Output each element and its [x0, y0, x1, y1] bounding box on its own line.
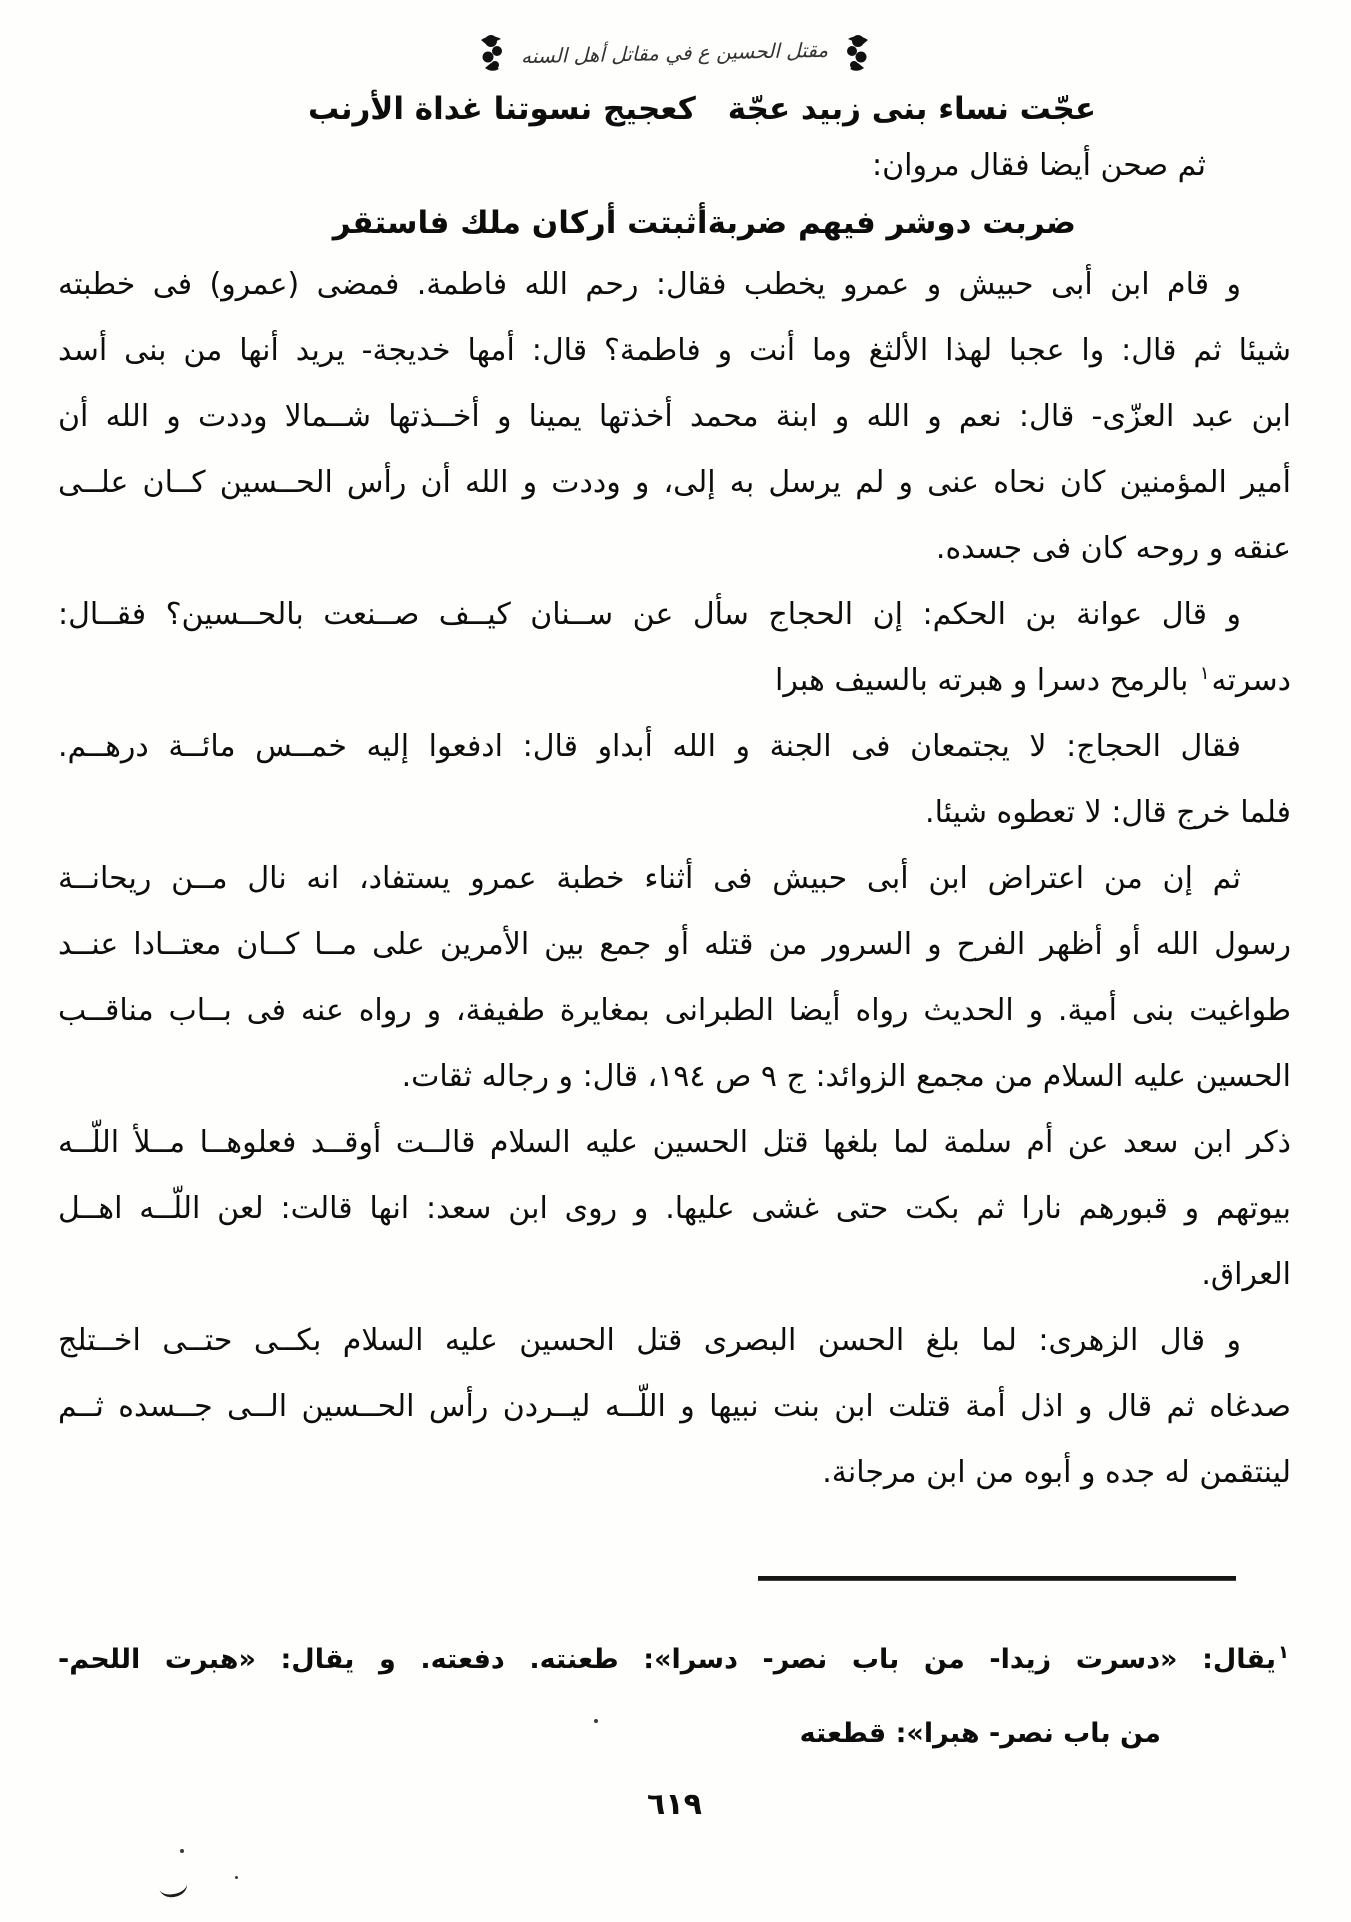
body-line: طواغيت بنى أمية. و الحديث رواه أيضا الطبرانى بمغايرة طفيفة، و رواه عنه فى بــاب مناقــب — [58, 993, 1291, 1028]
body-word: بالرمح دسرا و هبرته بالسيف هبرا — [775, 663, 1198, 698]
body-line: أمير المؤمنين كان نحاه عنى و لم يرسل به إلى، و وددت و الله أن رأس الحــسين كــان علــى — [58, 465, 1291, 500]
text-block — [0, 26, 1351, 1822]
body-line: صدغاه ثم قال و اذل أمة قتلت ابن بنت نبيها و اللّــه ليــردن رأس الحــسين الــى جــسده ثــم — [58, 1389, 1291, 1424]
poem-line — [58, 194, 1291, 252]
poem-line — [58, 80, 1291, 138]
footnote-line — [58, 1623, 1291, 1697]
hemistich-left: كعجيج نسوتنا غداة الأرنب — [308, 91, 696, 127]
body-line-with-footnote-mark — [58, 648, 1291, 714]
body-line: و قال الزهرى: لما بلغ الحسن البصرى قتل الحسين عليه السلام بكــى حتــى اخــتلج — [58, 1323, 1241, 1358]
running-head — [58, 26, 1291, 80]
footnote-line: من باب نصر- هبرا»: قطعته — [799, 1718, 1161, 1749]
ink-speck — [180, 1849, 184, 1853]
footnote-separator — [758, 1576, 1236, 1581]
body-line: العراق. — [1201, 1257, 1291, 1292]
body-line: شيئا ثم قال: وا عجبا لهذا الألثغ وما أنت و فاطمة؟ قال: أمها خديجة- يريد أنها من بنى أسد — [58, 333, 1291, 368]
floral-ornament-left-icon — [479, 33, 505, 73]
page-number: ٦١٩ — [647, 1787, 702, 1822]
footnote-reference-mark: ١ — [1199, 663, 1210, 684]
hemistich-right: عجّت نساء بنى زبيد عجّة — [727, 91, 1096, 127]
body-line: رسول الله أو أظهر الفرح و السرور من قتله أو جمع بين الأمرين على مــا كــان معتــادا عنــد — [58, 927, 1291, 962]
narrative-line: ثم صحن أيضا فقال مروان: — [871, 148, 1206, 183]
body-line: عنقه و روحه كان فى جسده. — [935, 531, 1291, 566]
running-head-title: مقتل الحسين ع في مقاتل أهل السنه — [520, 37, 829, 69]
body-line: ذكر ابن سعد عن أم سلمة لما بلغها قتل الحسين عليه السلام قالــت أوقــد فعلوهــا مــلأ اللّــه — [58, 1125, 1291, 1160]
hemistich-right: ضربت دوشر فيهم ضربة — [707, 205, 1076, 241]
body-word: دسرته — [1211, 663, 1291, 698]
ink-speck — [594, 1719, 598, 1723]
body-line: بيوتهم و قبورهم نارا ثم بكت حتى غشى عليها. و روى ابن سعد: انها قالت: لعن اللّــه اهــل — [58, 1191, 1291, 1226]
body-line: و قام ابن أبى حبيش و عمرو يخطب فقال: رحم الله فاطمة. فمضى (عمرو) فى خطبته — [58, 267, 1241, 302]
body-line: فلما خرج قال: لا تعطوه شيئا. — [925, 795, 1291, 830]
body-line: و قال عوانة بن الحكم: إن الحجاج سأل عن ســنان كيــف صــنعت بالحــسين؟ فقــال: — [58, 597, 1241, 632]
ink-speck — [235, 1876, 238, 1879]
body-line: فقال الحجاج: لا يجتمعان فى الجنة و الله أبداو قال: ادفعوا إليه خمــس مائــة درهــم. — [58, 729, 1241, 764]
footnote-number: ١ — [1278, 1642, 1289, 1663]
hemistich-left: أثبتت أركان ملك فاستقر — [332, 205, 708, 241]
body-line: ثم إن من اعتراض ابن أبى حبيش فى أثناء خطبة عمرو يستفاد، انه نال مــن ريحانــة — [58, 861, 1241, 896]
body-line: ابن عبد العزّى- قال: نعم و الله و ابنة محمد أخذتها يمينا و أخــذتها شــمالا وددت و الله أن — [58, 399, 1291, 434]
footnote-text: يقال: «دسرت زيدا- من باب نصر- دسرا»: طعنته. دفعته. و يقال: «هبرت اللحم- — [58, 1644, 1276, 1675]
body-line: الحسين عليه السلام من مجمع الزوائد: ج ٩ ص ١٩٤، قال: و رجاله ثقات. — [401, 1059, 1291, 1094]
pen-mark-artifact — [159, 1881, 189, 1900]
body-line: لينتقمن له جده و أبوه من ابن مرجانة. — [822, 1455, 1291, 1490]
footnote — [58, 1623, 1291, 1771]
floral-ornament-right-icon — [844, 33, 870, 73]
